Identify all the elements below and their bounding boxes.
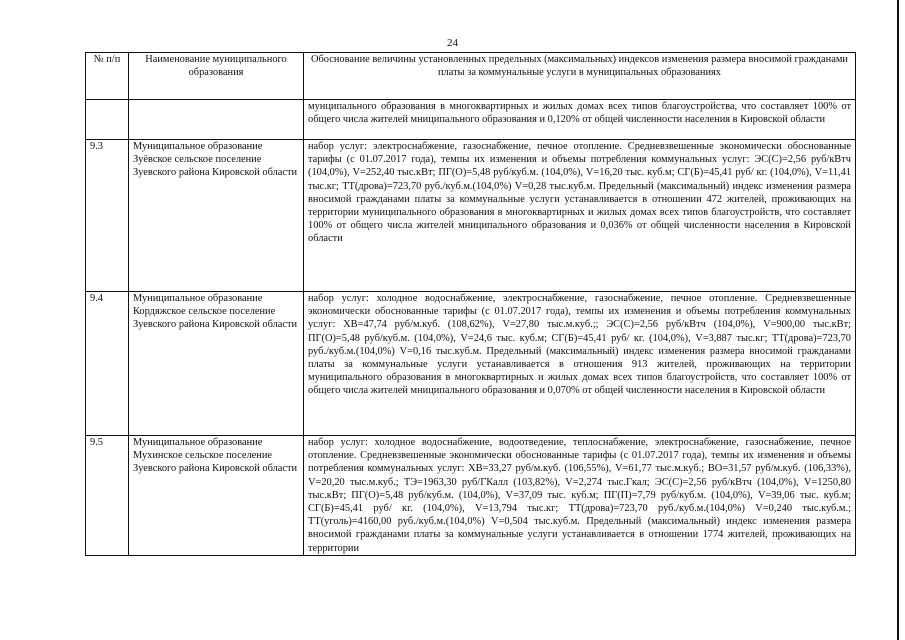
page-edge-line: [897, 0, 899, 640]
table-row: [86, 292, 856, 436]
table-row: [86, 100, 856, 140]
tariff-table: [85, 52, 856, 556]
page-number: 24: [447, 37, 458, 49]
row-justification: мунципального образования в многоквартирных и жилых домах всех типов благоустройства, что составляет 100% от общего числа жителей мниципального образования и 0,120% от общей численности населения в Кировской области: [304, 100, 856, 140]
table-row: [86, 436, 856, 556]
row-municipality: Муниципальное образование Кордяжское сельское поселение Зуевского района Кировской области: [129, 292, 304, 436]
row-municipality: [129, 100, 304, 140]
row-number: 9.4: [86, 292, 129, 436]
table-row: [86, 140, 856, 292]
header-justification: Обоснование величины установленных предельных (максимальных) индексов изменения размера вносимой гражданами платы за коммунальные услуги в муниципальных образованиях: [304, 53, 856, 100]
row-number: [86, 100, 129, 140]
row-justification: набор услуг: электроснабжение, газоснабжение, печное отопление. Средневзвешенные экономически обоснованные тарифы (с 01.07.2017 года), темпы их изменения и объемы потребления коммунальных услуг: ЭС(С)=2,56 руб/кВтч (104,0%), V=252,40 тыс.кВт; ПГ(О)=5,48 руб/куб.м. (104,0%), V=16,20 тыс. куб.м; СГ(Б)=45,41 руб/ кг. (104,0%), V=11,41 тыс.кг; ТТ(дрова)=723,70 руб./куб.м.(104,0%) V=0,28 тыс.куб.м. Предельный (максимальный) индекс изменения размера вносимой гражданами платы за коммунальные услуги устанавливается в отношении 472 жителей, проживающих на территории муниципального образования в многоквартирных и жилых домах всех типов благоустройств, что составляет 100% от общего числа жителей мниципального образования и 0,036% от общей численности населения в Кировской области: [304, 140, 856, 292]
row-number: 9.3: [86, 140, 129, 292]
row-justification: набор услуг: холодное водоснабжение, электроснабжение, газоснабжение, печное отопление. Средневзвешенные экономически обоснованные тарифы (с 01.07.2017 года), темпы их изменения и объемы потребления коммунальных услуг: ХВ=47,74 руб/м.куб. (108,62%), V=27,80 тыс.м.куб.;; ЭС(С)=2,56 руб/кВтч (104,0%), V=900,00 тыс.кВт; ПГ(О)=5,48 руб/куб.м. (104,0%), V=24,6 тыс. куб.м; СГ(Б)=45,41 руб/ кг. (104,0%), V=3,887 тыс.кг; ТТ(дрова)=723,70 руб./куб.м.(104,0%) V=0,16 тыс.куб.м. Предельный (максимальный) индекс изменения размера вносимой гражданами платы за коммунальные услуги устанавливается в отношения 913 жителей, проживающих на территории муниципального образования в многоквартирных и жилых домах всех типов благоустройств, что составляет 100% от общего числа жителей мниципального образования и 0,070% от общей численности населения в Кировской области: [304, 292, 856, 436]
row-justification: набор услуг: холодное водоснабжение, водоотведение, теплоснабжение, электроснабжение, газоснабжение, печное отопление. Средневзвешенные экономически обоснованные тарифы (с 01.07.2017 года), темпы их изменения и объемы потребления коммунальных услуг: ХВ=33,27 руб/м.куб. (106,55%), V=61,77 тыс.м.куб.; ВО=31,57 руб/м.куб. (106,33%), V=20,20 тыс.м.куб.; ТЭ=1963,30 руб/ГКалл (103,82%), V=2,274 тыс.Гкал; ЭС(С)=2,56 руб/кВтч (104,0%), V=1250,80 тыс.кВт; ПГ(О)=5,48 руб/куб.м. (104,0%), V=37,09 тыс. куб.м; ПГ(П)=7,79 руб/куб.м. (104,0%), V=39,06 тыс. куб.м; СГ(Б)=45,41 руб/ кг. (104,0%), V=13,794 тыс.кг; ТТ(дрова)=723,70 руб./куб.м.(104,0%) V=0,240 тыс.куб.м.; ТТ(уголь)=4160,00 руб./куб.м.(104,0%) V=0,504 тыс.куб.м. Предельный (максимальный) индекс изменения размера вносимой гражданами платы за коммунальные услуги устанавливается в отношении 1774 жителей, проживающих на территории: [304, 436, 856, 556]
row-number: 9.5: [86, 436, 129, 556]
header-number: № п/п: [86, 53, 129, 100]
row-municipality: Муниципальное образование Мухинское сельское поселение Зуевского района Кировской области: [129, 436, 304, 556]
row-municipality: Муниципальное образование Зуёвское сельское поселение Зуевского района Кировской области: [129, 140, 304, 292]
header-municipality: Наименование муниципального образования: [129, 53, 304, 100]
table-header-row: [86, 53, 856, 100]
